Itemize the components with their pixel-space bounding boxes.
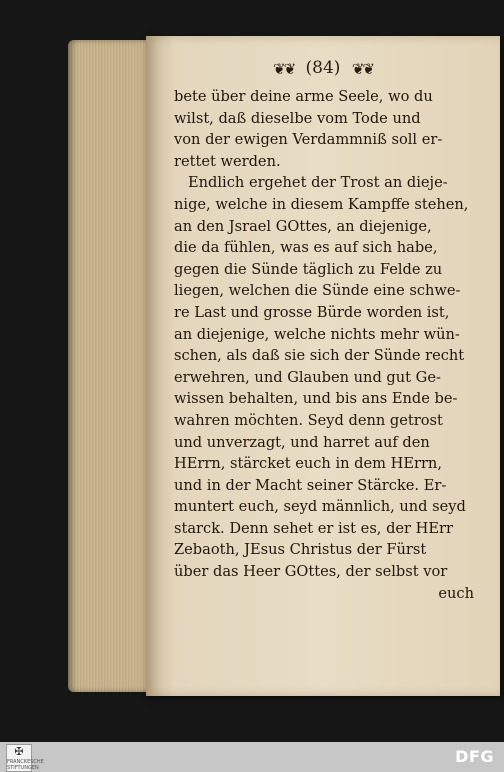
page-number: (84): [305, 58, 341, 78]
provider-logo-icon: ✠: [14, 745, 24, 758]
text-line: bete über deine arme Seele, wo du: [174, 88, 433, 105]
text-line: nige, welche in diesem Kampffe stehen,: [174, 195, 469, 213]
text-line: liegen, welchen die Sünde eine schwe-: [174, 282, 461, 300]
ornament-right-icon: ❦❦: [351, 59, 373, 78]
text-line: wissen behalten, und bis ans Ende be-: [174, 390, 458, 408]
provider-logo-text: FRANCKESCHE STIFTUNGEN: [7, 759, 44, 771]
text-line: und unverzagt, und harret auf den: [174, 433, 430, 451]
ornament-left-icon: ❦❦: [273, 59, 295, 78]
text-line: wahren möchten. Seyd denn getrost: [174, 411, 443, 429]
text-line: schen, als daß sie sich der Sünde recht: [174, 347, 465, 365]
text-line: an diejenige, welche nichts mehr wün-: [174, 325, 460, 343]
book-page: [146, 36, 500, 696]
dfg-logo[interactable]: DFG: [455, 747, 494, 766]
provider-logo[interactable]: [6, 744, 44, 772]
text-line: und in der Macht seiner Stärcke. Er-: [174, 476, 447, 494]
text-line: Endlich ergehet der Trost an dieje-: [188, 174, 448, 192]
catchword: euch: [438, 584, 474, 602]
viewer-footer: [0, 742, 504, 772]
book-page-block: [68, 36, 500, 696]
text-line: von der ewigen Verdammniß soll er-: [174, 131, 443, 149]
text-line: Zebaoth, JEsus Christus der Fürst: [174, 541, 427, 559]
text-line: über das Heer GOttes, der selbst vor: [174, 563, 448, 581]
text-line: re Last und grosse Bürde worden ist,: [174, 303, 450, 321]
page-edges: [68, 40, 152, 692]
text-line: HErrn, stärcket euch in dem HErrn,: [174, 455, 442, 473]
text-line: muntert euch, seyd männlich, und seyd: [174, 498, 466, 516]
page-text: [174, 86, 474, 604]
text-line: an den Jsrael GOttes, an diejenige,: [174, 217, 432, 235]
text-line: starck. Denn sehet er ist es, der HErr: [174, 519, 454, 537]
text-line: erwehren, und Glauben und gut Ge-: [174, 368, 441, 386]
text-line: die da fühlen, was es auf sich habe,: [174, 239, 438, 257]
text-line: wilst, daß dieselbe vom Tode und: [174, 109, 421, 127]
text-line: gegen die Sünde täglich zu Felde zu: [174, 260, 443, 278]
text-line: rettet werden.: [174, 152, 281, 170]
page-header: [146, 58, 500, 78]
